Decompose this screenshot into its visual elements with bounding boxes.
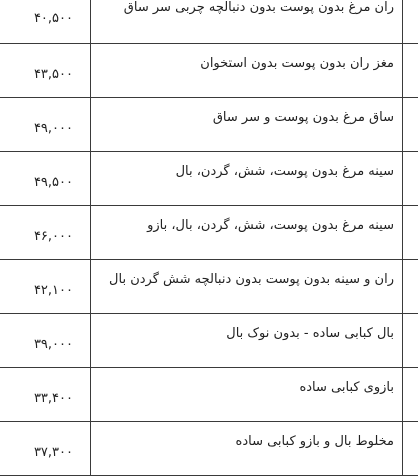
price-cell [0,422,91,475]
price-cell [0,0,91,43]
product-name: ران و سینه بدون پوست بدون دنبالچه شش گردن بال [109,272,394,287]
product-name: بازوی کبابی ساده [299,380,394,395]
product-cell [91,0,403,43]
price-cell [0,44,91,97]
price-value: ۴۰,۵۰۰ [33,11,73,26]
price-cell [0,98,91,151]
table-row [0,314,418,368]
product-cell [91,98,403,151]
price-cell [0,314,91,367]
product-name: بال کبابی ساده - بدون نوک بال [226,326,394,341]
price-cell [0,260,91,313]
table-row [0,44,418,98]
product-cell [91,44,403,97]
price-value: ۴۹,۰۰۰ [33,121,73,136]
product-name: سینه مرغ بدون پوست، شش، گردن، بال، بازو [147,218,394,233]
product-cell [91,206,403,259]
table-row [0,0,418,44]
product-cell [91,368,403,421]
price-value: ۳۹,۰۰۰ [33,337,73,352]
product-name: مخلوط بال و بازو کبابی ساده [235,434,394,449]
product-cell [91,152,403,205]
table-row [0,260,418,314]
price-value: ۴۶,۰۰۰ [33,229,73,244]
price-cell [0,152,91,205]
table-row [0,422,418,476]
table-row [0,368,418,422]
product-cell [91,260,403,313]
price-value: ۳۳,۴۰۰ [33,391,73,406]
price-cell [0,206,91,259]
product-name: ران مرغ بدون پوست بدون دنبالچه چربی سر ساق [123,0,394,15]
price-value: ۴۳,۵۰۰ [33,67,73,82]
price-value: ۴۹,۵۰۰ [33,175,73,190]
price-value: ۳۷,۳۰۰ [33,445,73,460]
product-cell [91,422,403,475]
price-cell [0,368,91,421]
product-cell [91,314,403,367]
table-row [0,98,418,152]
product-name: سینه مرغ بدون پوست، شش، گردن، بال [175,164,394,179]
product-name: مغز ران بدون پوست بدون استخوان [200,56,394,71]
product-name: ساق مرغ بدون پوست و سر ساق [212,110,394,125]
price-value: ۴۲,۱۰۰ [33,283,73,298]
table-row [0,206,418,260]
table-row [0,152,418,206]
